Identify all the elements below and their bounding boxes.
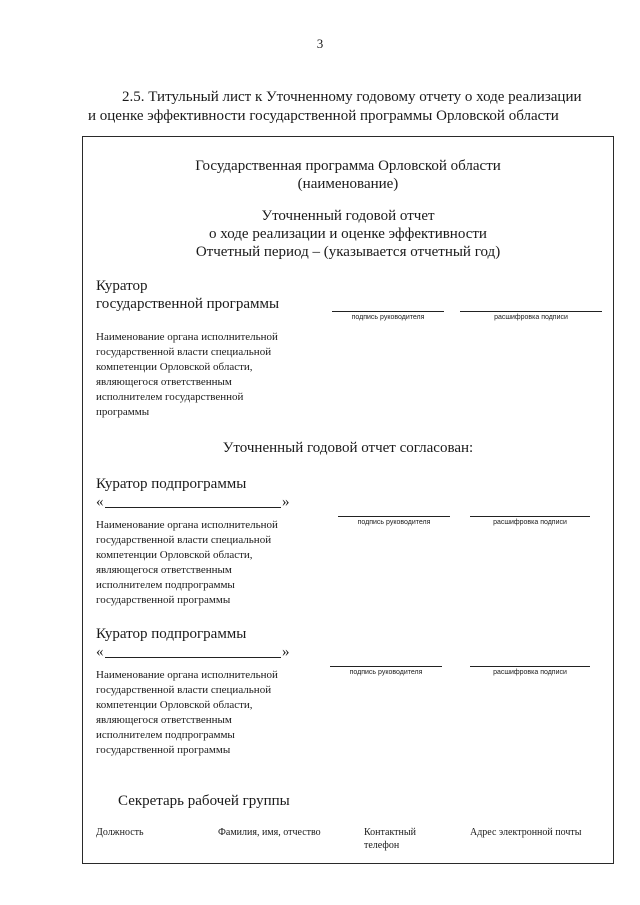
curator-signature-line [332, 311, 444, 312]
agency-line: Наименование органа исполнительной [96, 331, 278, 343]
program-title: Государственная программа Орловской области [195, 158, 501, 174]
report-period: Отчетный период – (указывается отчетный год) [195, 244, 501, 260]
intro-paragraph [88, 88, 608, 126]
subcurator-1-title: Куратор подпрограммы [96, 476, 247, 492]
agreed-title: Уточненный годовой отчет согласован: [222, 440, 474, 456]
agency-line: являющегося ответственным [96, 564, 232, 576]
agency-line: государственной власти специальной [96, 684, 272, 696]
secretary-title: Секретарь рабочей группы [118, 793, 290, 809]
report-subtitle: о ходе реализации и оценке эффективности [209, 226, 487, 242]
footer-phone-line-1: Контактный [364, 827, 416, 838]
agency-line: являющегося ответственным [96, 376, 232, 388]
page-number: 3 [316, 36, 324, 51]
footer-phone-line-2: телефон [364, 840, 400, 851]
subcurator-1-quote-open: « [96, 494, 104, 510]
subcurator-2-decode-caption: расшифровка подписи [493, 669, 567, 676]
intro-line-1: 2.5. Титульный лист к Уточненному годовому отчету о ходе реализации [122, 89, 582, 105]
subcurator-1-signature-line [338, 516, 450, 517]
subcurator-2-title: Куратор подпрограммы [96, 626, 247, 642]
program-note: (наименование) [297, 176, 399, 192]
footer-phone [364, 826, 416, 852]
subcurator-1-name-line[interactable] [105, 507, 281, 508]
footer-email: Адрес электронной почты [470, 827, 582, 838]
agency-line: государственной программы [96, 594, 231, 606]
curator-decode-caption: расшифровка подписи [494, 314, 568, 321]
agency-line: являющегося ответственным [96, 714, 232, 726]
subcurator-2-agency-text [96, 668, 326, 758]
subcurator-2-quote-open: « [96, 644, 104, 660]
subcurator-2-signature-caption: подпись руководителя [349, 669, 423, 676]
report-title: Уточненный годовой отчет [261, 208, 435, 224]
curator-signature-caption: подпись руководителя [351, 314, 425, 321]
agency-line: Наименование органа исполнительной [96, 669, 278, 681]
agency-line: исполнителем подпрограммы [96, 579, 235, 591]
agency-line: компетенции Орловской области, [96, 549, 253, 561]
curator-program-label: государственной программы [96, 296, 280, 312]
curator-label: Куратор [96, 278, 148, 294]
subcurator-1-signature-caption: подпись руководителя [357, 519, 431, 526]
agency-line: компетенции Орловской области, [96, 361, 253, 373]
subcurator-1-decode-line [470, 516, 590, 517]
subcurator-2-decode-line [470, 666, 590, 667]
agency-line: государственной власти специальной [96, 346, 272, 358]
subcurator-2-name-line[interactable] [105, 657, 281, 658]
agency-line: Наименование органа исполнительной [96, 519, 278, 531]
curator-decode-line [460, 311, 602, 312]
subcurator-2-quote-close: » [282, 644, 290, 660]
agency-line: исполнителем государственной [96, 391, 244, 403]
footer-name: Фамилия, имя, отчество [218, 827, 321, 838]
subcurator-1-quote-close: » [282, 494, 290, 510]
agency-line: программы [96, 406, 150, 418]
agency-line: компетенции Орловской области, [96, 699, 253, 711]
subcurator-2-signature-line [330, 666, 442, 667]
footer-position: Должность [96, 827, 144, 838]
intro-line-2: и оценке эффективности государственной программы Орловской области [88, 108, 559, 124]
curator-agency-text [96, 330, 326, 420]
agency-line: государственной программы [96, 744, 231, 756]
agency-line: государственной власти специальной [96, 534, 272, 546]
subcurator-1-decode-caption: расшифровка подписи [493, 519, 567, 526]
subcurator-1-agency-text [96, 518, 326, 608]
agency-line: исполнителем подпрограммы [96, 729, 235, 741]
